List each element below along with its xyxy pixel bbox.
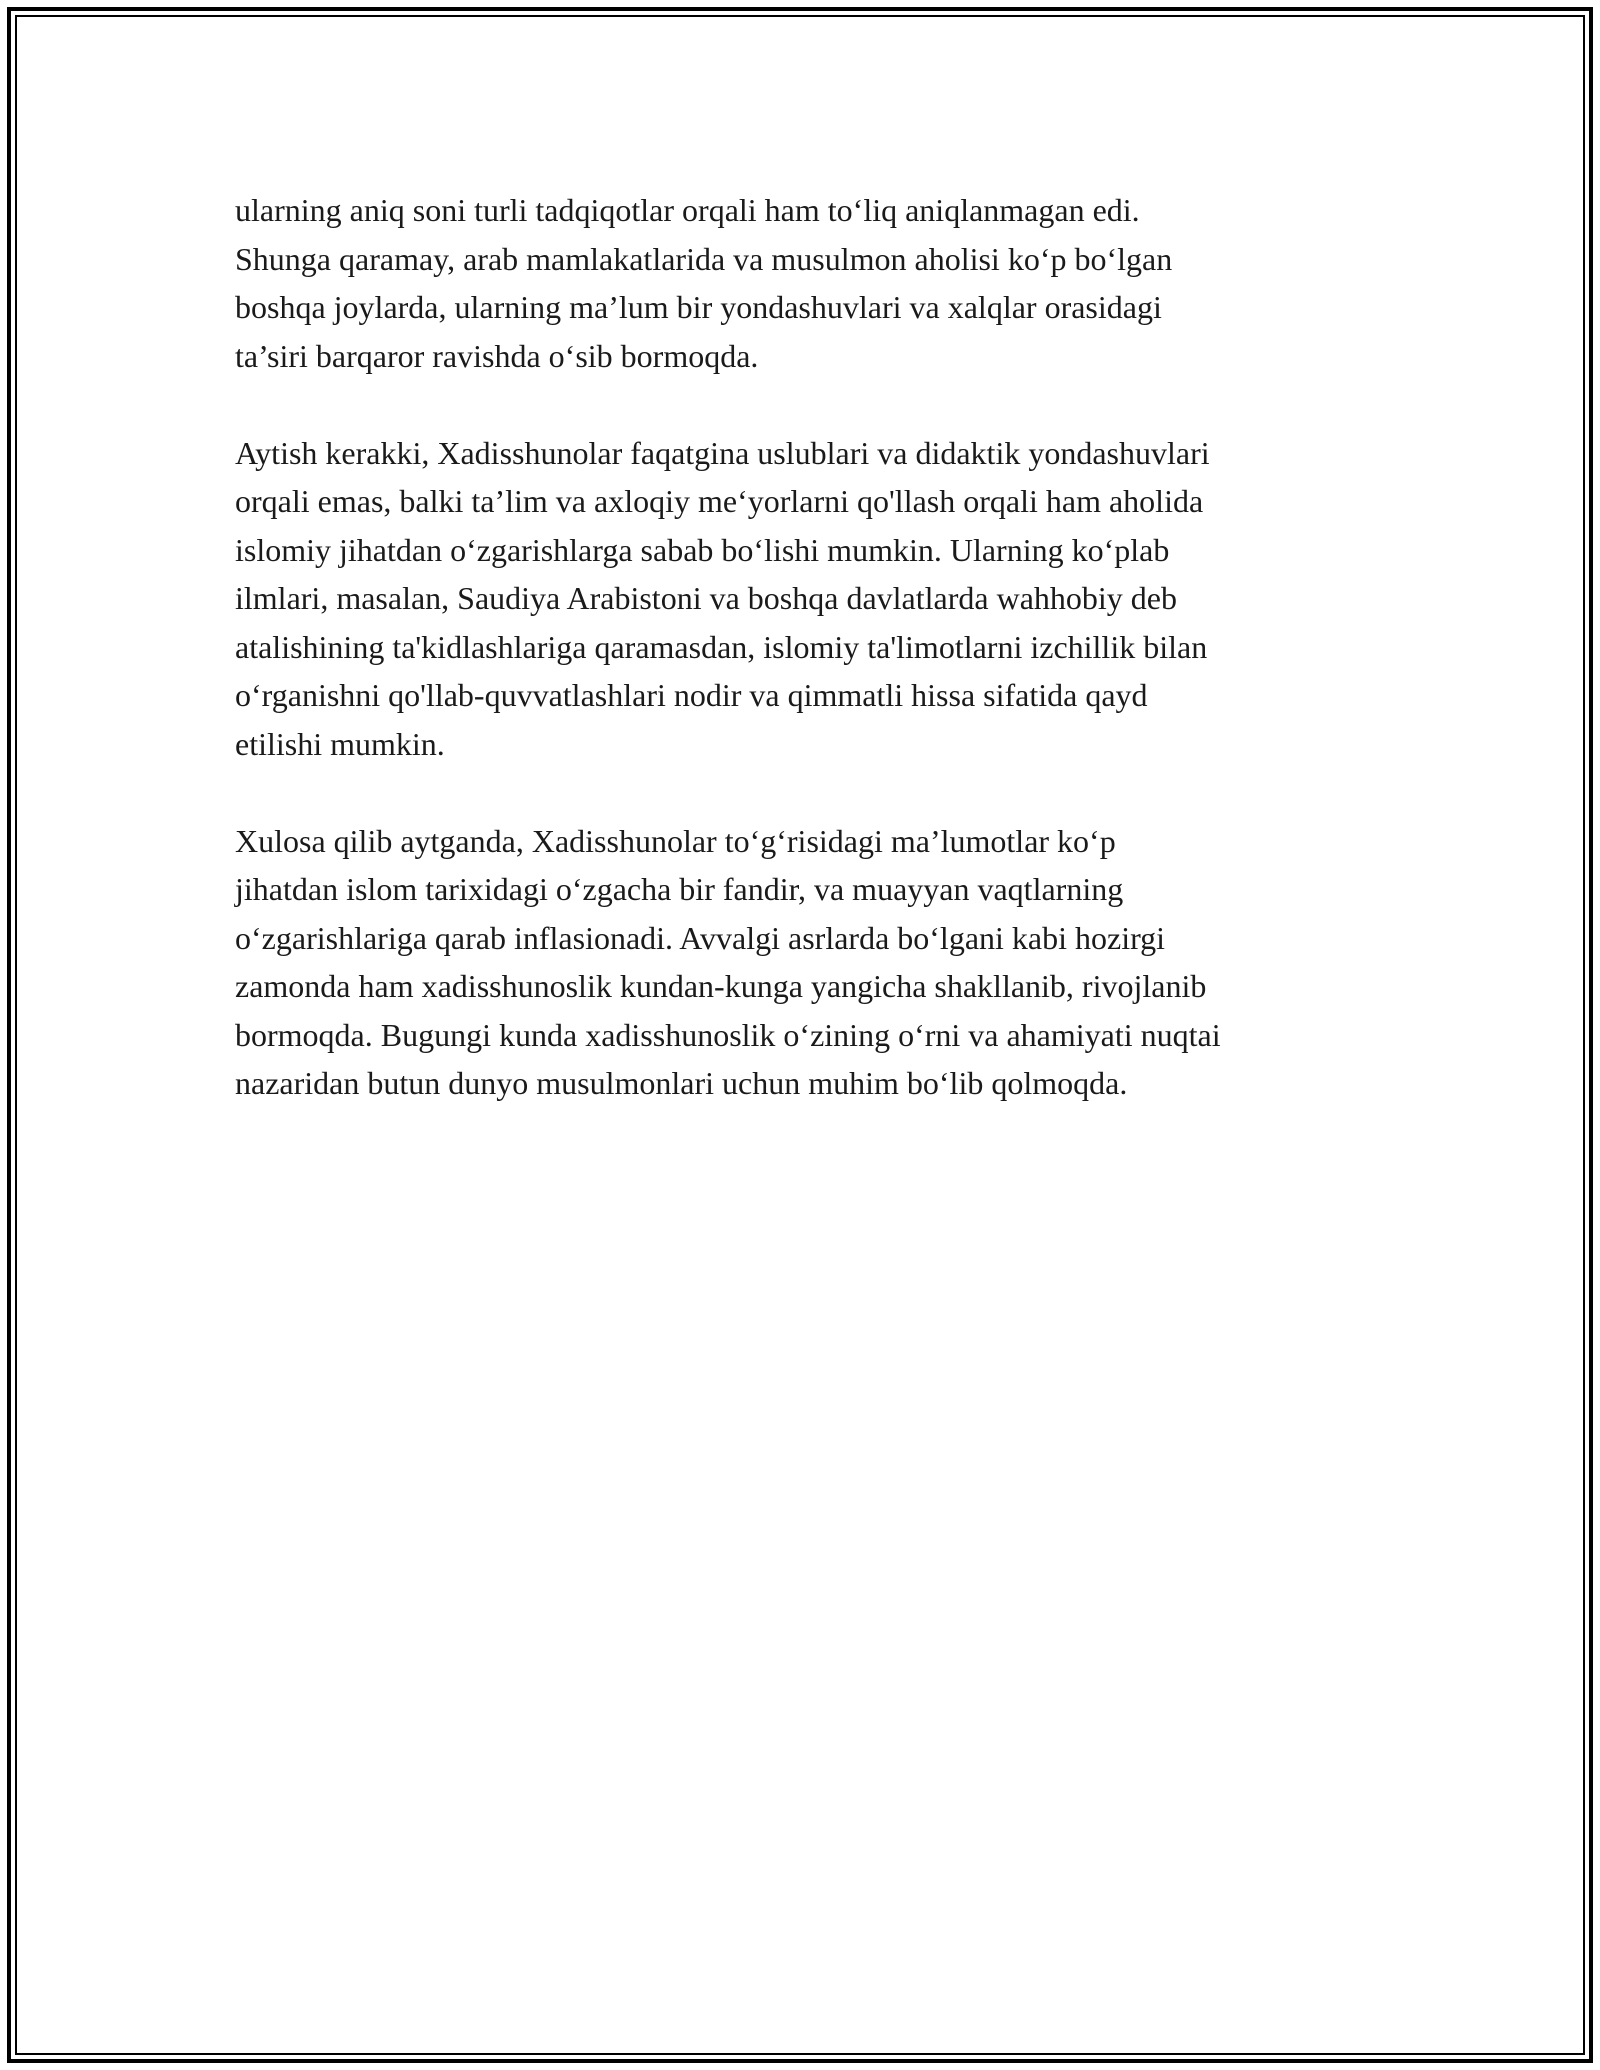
paragraph-3: Xulosa qilib aytganda, Xadisshunolar to‘g‘risidagi ma’lumotlar ko‘p jihatdan islom tarixidagi o‘zgacha bir fandir, va muayyan vaqtlarning o‘zgarishlariga qarab inflasionadi. Avvalgi asrlarda bo‘lgani kabi hozirgi zamonda ham xadisshunoslik kundan-kunga yangicha shakllanib, rivojlanib bormoqda. Bugungi kunda xadisshunoslik o‘zining o‘rni va ahamiyati nuqtai nazaridan butun dunyo musulmonlari uchun muhim bo‘lib qolmoqda. xyxy=(235,822,1221,1101)
paragraph-1: ularning aniq soni turli tadqiqotlar orqali ham to‘liq aniqlanmagan edi. Shunga qaramay, arab mamlakatlarida va musulmon aholisi ko‘p bo‘lgan boshqa joylarda, ularning ma’lum bir yondashuvlari va xalqlar orasidagi ta’siri barqaror ravishda o‘sib bormoqda. xyxy=(235,192,1173,374)
paragraph-2: Aytish kerakki, Xadisshunolar faqatgina uslublari va didaktik yondashuvlari orqali emas, balki ta’lim va axloqiy me‘yorlarni qo'llash orqali ham aholida islomiy jihatdan o‘zgarishlarga sabab bo‘lishi mumkin. Ularning ko‘plab ilmlari, masalan, Saudiya Arabistoni va boshqa davlatlarda wahhobiy deb atalishining ta'kidlashlariga qaramasdan, islomiy ta'limotlarni izchillik bilan o‘rganishni qo'llab-quvvatlashlari nodir va qimmatli hissa sifatida qayd etilishi mumkin. xyxy=(235,434,1210,762)
document-body xyxy=(235,186,1380,1156)
